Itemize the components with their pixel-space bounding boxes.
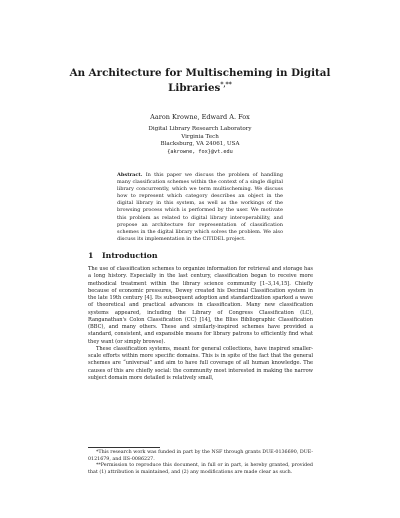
- footnote-1: *This research work was funded in part by the NSF through grants DUE-0136690, DUE-0121679, and IIS-0086227.: [88, 450, 313, 462]
- footnotes: [88, 450, 313, 476]
- title-line-2: [0, 81, 400, 96]
- abstract-heading: Abstract.: [117, 172, 143, 178]
- title-footnote-marks: *,**: [220, 81, 232, 89]
- paper-title: [0, 66, 400, 96]
- affiliation-address: Blacksburg, VA 24061, USA: [160, 141, 240, 148]
- section-heading: [88, 251, 158, 261]
- title-line-2-text: Libraries: [168, 82, 221, 94]
- author-list: Aaron Krowne, Edward A. Fox: [150, 113, 250, 121]
- abstract-text: In this paper we discuss the problem of handling many classification schemes within the context of a single digital library concurrently, which we term multischeming. We discuss how to represent which category describes an object in the digital library in this system, as well as the workings of the browsing process which is performed by the user. We motivate this problem as related to digital library interoperability, and propose an architecture for representation of classification schemes in the digital library which solves the problem. We also discuss its implementation in the CITIDEL project.: [117, 172, 283, 242]
- affiliation-email: {akrowne, fox}@vt.edu: [167, 148, 233, 155]
- body-text: [88, 266, 313, 382]
- affiliation-university: Virginia Tech: [181, 133, 219, 140]
- abstract: [117, 172, 283, 243]
- affiliation-lab: Digital Library Research Laboratory: [148, 126, 252, 132]
- footnote-2: **Permission to reproduce this document, in full or in part, is hereby granted, provided that (1) attribution is maintained, and (2) any modifications are made clear as such.: [88, 463, 313, 475]
- body-paragraph-2: These classification systems, meant for general collections, have inspired smaller-scale efforts within more specific domains. This is in spite of the fact that the general schemes are “universal” and aim to have full coverage of all human knowledge. The causes of this are chiefly social: the community most interested in making the narrow subject domain more detailed is relatively small,: [88, 345, 313, 381]
- footnote-rule: [88, 447, 160, 448]
- body-paragraph-1: The use of classification schemes to organize information for retrieval and storage has a long history. Especially in the last century, classification began to receive more methodical treatment within the library science community [1–3,14,15]. Chiefly because of economic pressures, Dewey created his Decimal Classification system in the late 19th century [4]. Its subsequent adoption and standardization sparked a wave of theoretical and practical advances in classification. Many new classification systems appeared, including the Library of Congress Classification (LC), Ranganathan's Colon Classification (CC) [14], the Bliss Bibliographic Classification (BBC), and many others. These and similarly-inspired schemes have provided a standard, consistent, and expansible means for library patrons to efficiently find what they want (or simply browse).: [88, 266, 313, 345]
- section-title: Introduction: [102, 251, 158, 260]
- affiliation-block: [0, 126, 400, 156]
- section-number: 1: [88, 251, 94, 260]
- title-line-1: An Architecture for Multischeming in Digital: [69, 67, 331, 79]
